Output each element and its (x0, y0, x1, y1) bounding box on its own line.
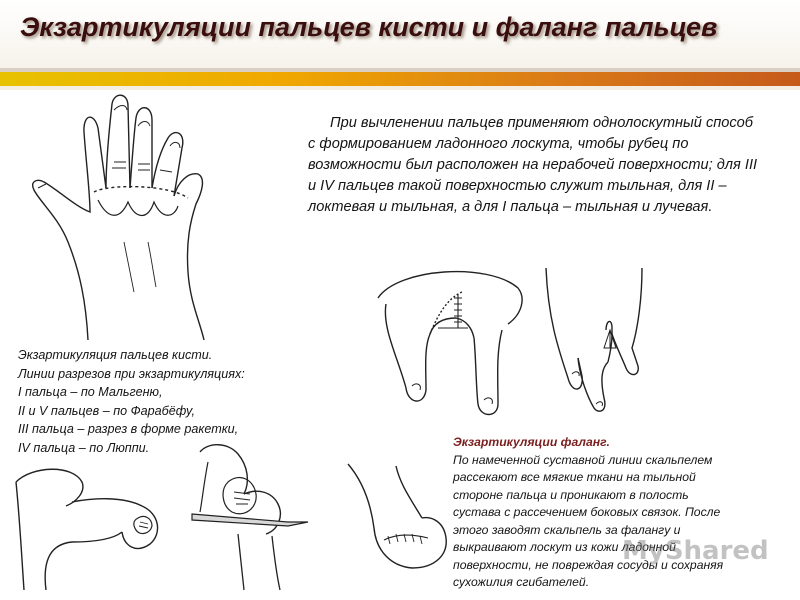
hand-caption-line: Экзартикуляция пальцев кисти. (18, 348, 213, 362)
slide-title: Экзартикуляции пальцев кисти и фаланг пальцев (20, 12, 718, 42)
accent-bar (0, 72, 800, 86)
phalanx-caption-line: сухожилия сгибателей. (453, 575, 590, 589)
hand-caption (18, 346, 298, 457)
phalanx-caption-title: Экзартикуляции фаланг. (453, 435, 610, 449)
finger-suture-illustration (368, 258, 530, 418)
hand-caption-line: III пальца – разрез в форме ракетки, (18, 422, 239, 436)
hand-caption-line: II и V пальцев – по Фарабёфу, (18, 403, 195, 418)
phalanx-caption-line: поверхности, не повреждая сосуды и сохраняя (453, 557, 724, 572)
hand-incision-illustration (28, 92, 258, 342)
hand-caption-line: Линии разрезов при экзартикуляциях: (18, 366, 245, 381)
phalanx-caption-line: выкраивают лоскут из кожи ладонной (453, 540, 676, 554)
hand-caption-line: IV пальца – по Люппи. (18, 440, 150, 455)
finger-flap-illustration (538, 258, 650, 418)
finger-bent-illustration (12, 462, 172, 592)
intro-paragraph: При вычленении пальцев применяют однолоскутный способ с формированием ладонного лоскута, чтобы рубец по возможности был расположен на нерабочей поверхности; для III и IV пальцев такой поверхностью служит тыльная, для II – локтевая и тыльная, а для I пальца – тыльная и лучевая. (308, 115, 758, 215)
watermark: MyShared (622, 536, 769, 566)
phalanx-caption-line: этого заводят скальпель за фалангу и (453, 522, 681, 537)
phalanx-caption-line: стороне пальца и проникают в полость (453, 487, 689, 502)
scalpel-phalanx-illustration (188, 442, 318, 592)
phalanx-caption-line: По намеченной суставной линии скальпелем (453, 452, 713, 467)
phalanx-caption-line: рассекают все мягкие ткани на тыльной (453, 470, 696, 484)
accent-shadow (0, 86, 800, 90)
phalanx-caption (453, 434, 783, 592)
phalanx-flap-illustration (340, 458, 452, 578)
phalanx-caption-line: сустава с рассечением боковых связок. После (453, 505, 721, 519)
hand-caption-line: I пальца – по Мальгеню, (18, 385, 163, 399)
